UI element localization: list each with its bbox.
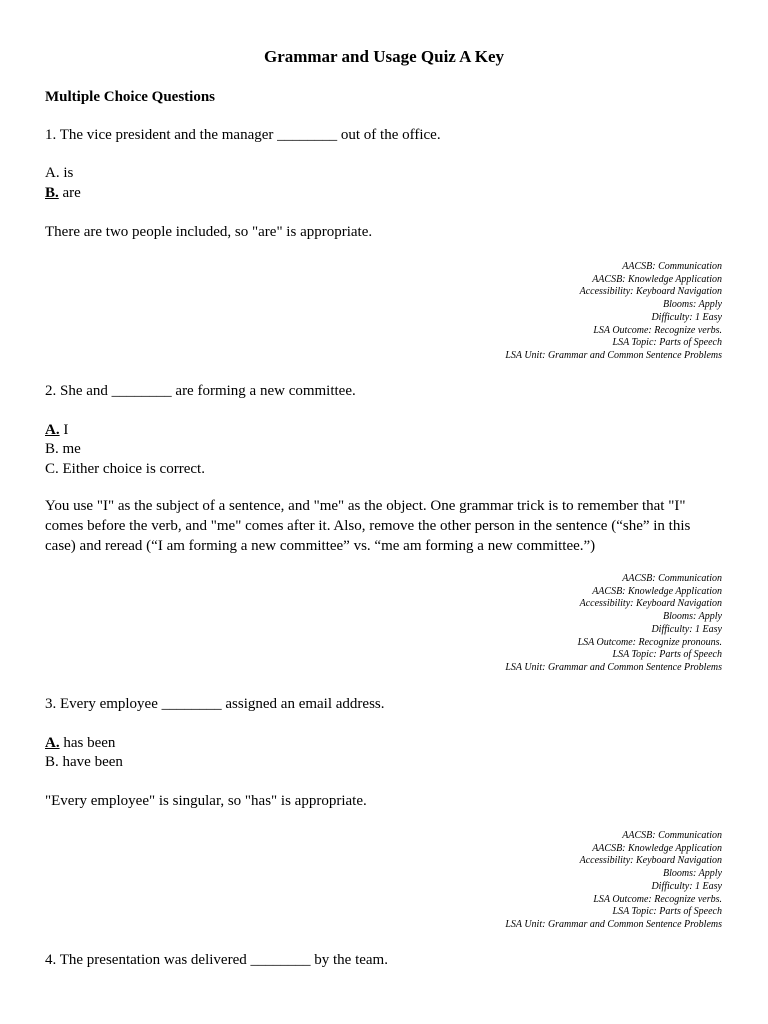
meta-accessibility: Accessibility: Keyboard Navigation bbox=[579, 286, 722, 298]
meta-difficulty: Difficulty: 1 Easy bbox=[651, 623, 722, 635]
question-2-metadata bbox=[505, 573, 722, 675]
choice-letter: B. bbox=[45, 441, 59, 457]
question-1-text: 1. The vice president and the manager ________ out of the office. bbox=[45, 127, 441, 143]
meta-blooms: Blooms: Apply bbox=[663, 611, 722, 623]
choice-text: has been bbox=[59, 735, 116, 751]
choice-text: me bbox=[58, 441, 81, 457]
meta-blooms: Blooms: Apply bbox=[663, 299, 722, 311]
document-title: Grammar and Usage Quiz A Key bbox=[263, 47, 505, 66]
question-1-explanation: There are two people included, so "are" is appropriate. bbox=[45, 224, 373, 240]
meta-aacsb-knowledge: AACSB: Knowledge Application bbox=[592, 273, 722, 285]
meta-blooms: Blooms: Apply bbox=[663, 868, 722, 880]
meta-difficulty: Difficulty: 1 Easy bbox=[651, 880, 722, 892]
meta-lsa-outcome: LSA Outcome: Recognize pronouns. bbox=[577, 636, 722, 648]
question-1-metadata bbox=[505, 261, 722, 363]
choice-letter: A. bbox=[45, 165, 60, 181]
question-1-choice-b-correct bbox=[45, 184, 81, 203]
meta-aacsb-knowledge: AACSB: Knowledge Application bbox=[592, 842, 722, 854]
meta-lsa-topic: LSA Topic: Parts of Speech bbox=[612, 337, 722, 349]
question-2-choice-b bbox=[45, 440, 81, 459]
question-3-choice-a-correct bbox=[45, 734, 115, 753]
question-1-choice-a bbox=[45, 164, 73, 183]
section-heading: Multiple Choice Questions bbox=[45, 89, 216, 105]
choice-text: have been bbox=[58, 754, 123, 770]
question-4-text: 4. The presentation was delivered ________ by the team. bbox=[45, 952, 388, 968]
meta-lsa-outcome: LSA Outcome: Recognize verbs. bbox=[593, 893, 722, 905]
meta-difficulty: Difficulty: 1 Easy bbox=[651, 311, 722, 323]
meta-aacsb-knowledge: AACSB: Knowledge Application bbox=[592, 585, 722, 597]
question-3-choice-b bbox=[45, 753, 123, 772]
meta-aacsb-communication: AACSB: Communication bbox=[622, 261, 722, 272]
choice-text: is bbox=[59, 165, 74, 181]
meta-lsa-unit: LSA Unit: Grammar and Common Sentence Problems bbox=[505, 661, 722, 673]
choice-text: Either choice is correct. bbox=[58, 461, 205, 477]
correct-choice-letter: A. bbox=[45, 422, 60, 438]
question-2-choice-a-correct bbox=[45, 421, 68, 440]
meta-lsa-topic: LSA Topic: Parts of Speech bbox=[612, 649, 722, 661]
meta-aacsb-communication: AACSB: Communication bbox=[622, 830, 722, 841]
correct-choice-letter: B. bbox=[45, 185, 59, 201]
question-3-metadata bbox=[505, 830, 722, 932]
question-2-choice-c bbox=[45, 460, 205, 479]
meta-lsa-unit: LSA Unit: Grammar and Common Sentence Problems bbox=[505, 349, 722, 361]
question-2-explanation: You use "I" as the subject of a sentence, and "me" as the object. One grammar trick is to remember that "I" comes before the verb, and "me" comes after it. Also, remove the other person in the sentence (“she” in this case) and reread (“I am forming a new committee” vs. “me am forming a new committee.”) bbox=[45, 498, 691, 554]
meta-accessibility: Accessibility: Keyboard Navigation bbox=[579, 855, 722, 867]
meta-lsa-unit: LSA Unit: Grammar and Common Sentence Problems bbox=[505, 918, 722, 930]
meta-lsa-outcome: LSA Outcome: Recognize verbs. bbox=[593, 324, 722, 336]
choice-letter: B. bbox=[45, 754, 59, 770]
meta-lsa-topic: LSA Topic: Parts of Speech bbox=[612, 906, 722, 918]
question-2-text: 2. She and ________ are forming a new committee. bbox=[45, 383, 356, 399]
question-3-text: 3. Every employee ________ assigned an email address. bbox=[45, 696, 385, 712]
choice-text: are bbox=[58, 185, 81, 201]
meta-aacsb-communication: AACSB: Communication bbox=[622, 573, 722, 584]
choice-text: I bbox=[59, 422, 69, 438]
choice-letter: C. bbox=[45, 461, 59, 477]
meta-accessibility: Accessibility: Keyboard Navigation bbox=[579, 598, 722, 610]
question-3-explanation: "Every employee" is singular, so "has" is appropriate. bbox=[45, 793, 367, 809]
correct-choice-letter: A. bbox=[45, 735, 60, 751]
